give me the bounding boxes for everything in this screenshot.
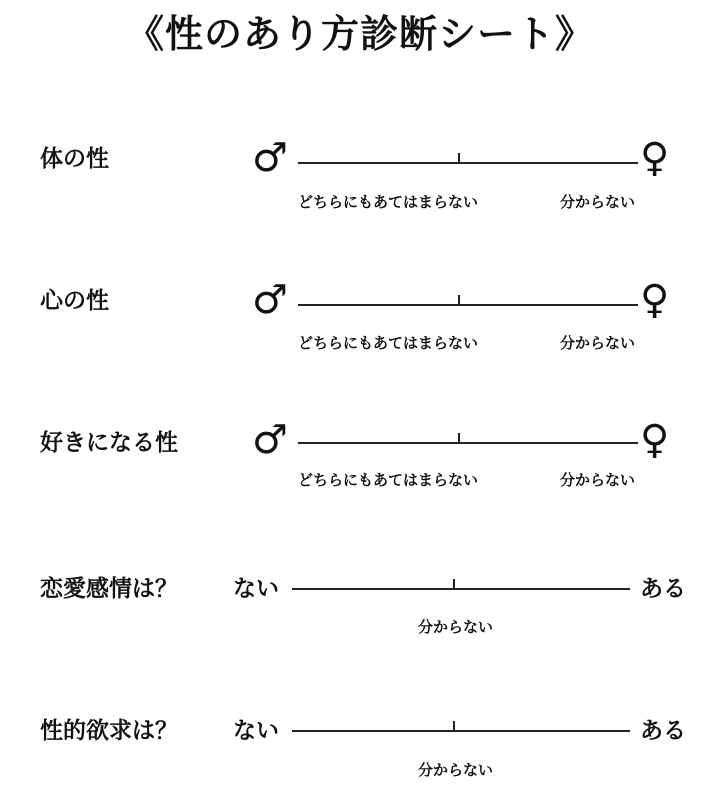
female-icon: ♀ — [640, 135, 670, 181]
scale-line[interactable] — [298, 442, 638, 444]
unknown-label: 分からない — [560, 193, 636, 211]
none-label: ない — [233, 718, 279, 744]
row-label: 心の性 — [40, 288, 109, 314]
scale-line[interactable] — [298, 304, 638, 306]
scale-midpoint-tick — [453, 579, 455, 589]
scale-line[interactable] — [292, 730, 630, 732]
unknown-label: 分からない — [560, 334, 636, 352]
female-icon: ♀ — [640, 417, 670, 463]
exists-label: ある — [640, 718, 686, 744]
female-icon: ♀ — [640, 277, 670, 323]
unknown-label: 分からない — [418, 761, 494, 779]
yesno-row-romantic — [0, 570, 720, 670]
unknown-label: 分からない — [560, 471, 636, 489]
scale-midpoint-tick — [453, 721, 455, 731]
yesno-row-sexual — [0, 710, 720, 810]
row-label: 体の性 — [40, 146, 109, 172]
exists-label: ある — [640, 576, 686, 602]
scale-line[interactable] — [298, 162, 638, 164]
scale-midpoint-tick — [458, 295, 460, 305]
sheet-title: 《性のあり方診断シート》 — [125, 12, 594, 56]
male-icon: ♂ — [252, 135, 288, 181]
neither-label: どちらにもあてはまらない — [298, 334, 479, 352]
scale-line[interactable] — [292, 588, 630, 590]
row-label: 好きになる性 — [40, 430, 178, 456]
row-label: 性的欲求は？ — [40, 718, 178, 744]
scale-midpoint-tick — [458, 153, 460, 163]
row-label: 恋愛感情は？ — [40, 576, 178, 602]
male-icon: ♂ — [252, 277, 288, 323]
male-icon: ♂ — [252, 417, 288, 463]
neither-label: どちらにもあてはまらない — [298, 193, 479, 211]
scale-row-attraction — [0, 410, 720, 510]
none-label: ない — [233, 576, 279, 602]
scale-row-body — [0, 130, 720, 230]
neither-label: どちらにもあてはまらない — [298, 471, 479, 489]
scale-midpoint-tick — [458, 433, 460, 443]
unknown-label: 分からない — [418, 618, 494, 636]
scale-row-mind — [0, 270, 720, 370]
